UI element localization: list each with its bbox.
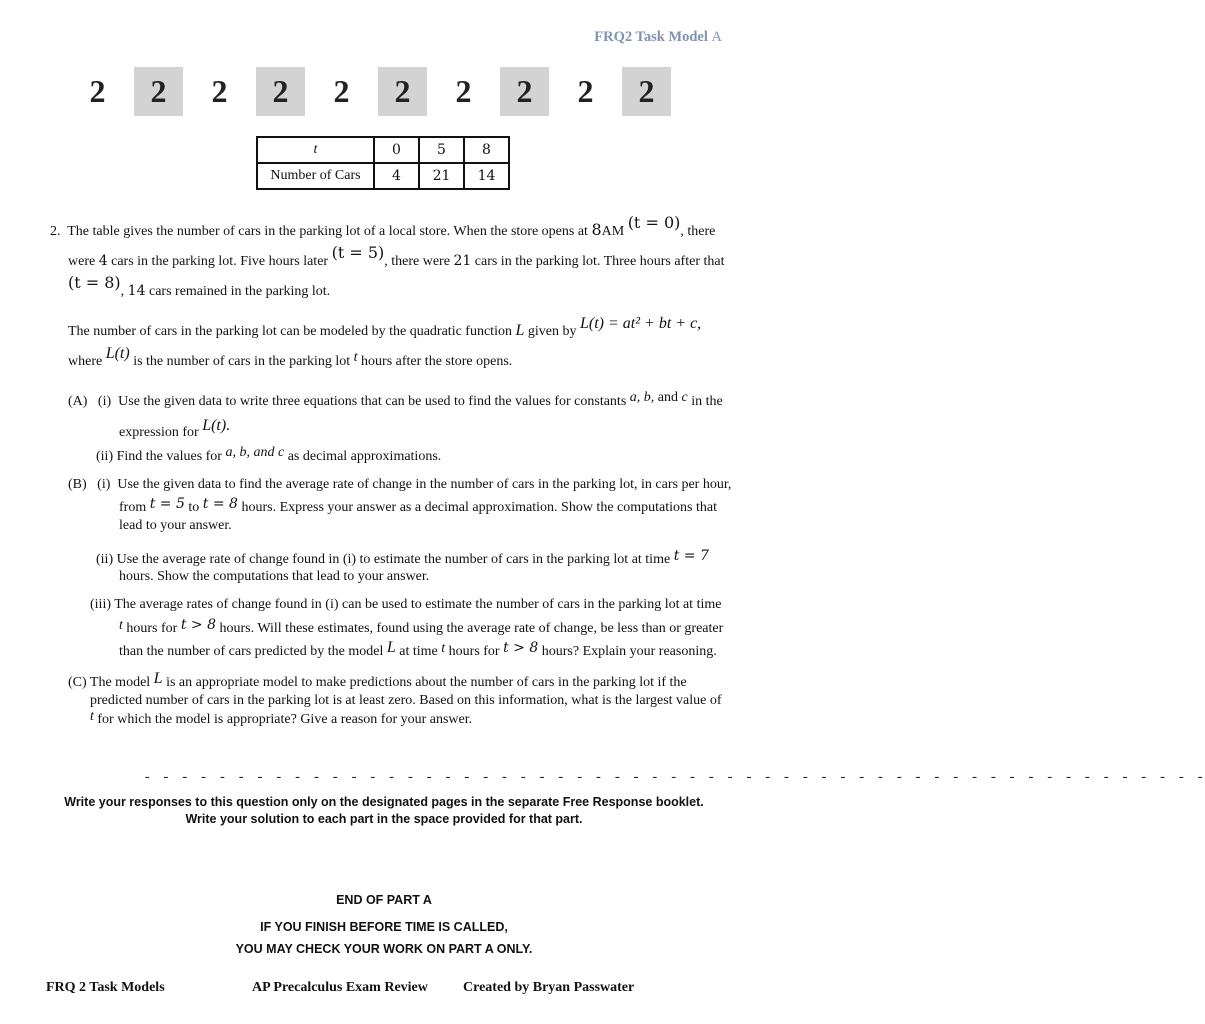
banner-digit: 2 bbox=[622, 67, 671, 116]
table-cell: 21 bbox=[419, 163, 464, 189]
table-header-cell: t bbox=[257, 137, 374, 163]
text-run: , there bbox=[680, 224, 716, 239]
end-note-line-2: YOU MAY CHECK YOUR WORK ON PART A ONLY. bbox=[235, 942, 533, 956]
header-title: FRQ2 Task Model bbox=[594, 29, 708, 45]
question-line bbox=[68, 273, 331, 302]
math-expression: L(t) bbox=[105, 345, 130, 362]
math-symbol: t bbox=[441, 641, 446, 656]
math-symbol: t bbox=[90, 709, 94, 724]
text-run: were bbox=[68, 254, 99, 269]
text-run: in the bbox=[687, 394, 723, 409]
function-definition: L(t) = at² + bt + c, bbox=[579, 315, 702, 332]
footer-center: AP Precalculus Exam Review bbox=[252, 980, 428, 995]
part-b-ii-cont: hours. Show the computations that lead to your answer. bbox=[119, 569, 430, 584]
math-value: 14 bbox=[127, 283, 146, 299]
table-cell: 5 bbox=[419, 137, 464, 163]
text-run: as decimal approximations. bbox=[284, 449, 442, 464]
part-a-i bbox=[68, 392, 723, 412]
question-line bbox=[68, 243, 725, 272]
question-number-banner bbox=[67, 67, 677, 116]
text-run: (ii) Find the values for bbox=[96, 449, 226, 464]
text-run: to bbox=[184, 500, 203, 515]
text-run: hours? Explain your reasoning. bbox=[538, 644, 717, 659]
end-note-line-1: IF YOU FINISH BEFORE TIME IS CALLED, bbox=[260, 920, 508, 934]
question-line bbox=[68, 345, 513, 372]
header-letter: A bbox=[711, 29, 722, 45]
math-symbol: t bbox=[353, 350, 358, 365]
banner-digit: 2 bbox=[211, 73, 228, 109]
text-run: hours. Express your answer as a decimal approximation. Show the computations that bbox=[237, 500, 717, 515]
text-run: hours after the store opens. bbox=[357, 354, 513, 369]
banner-digit: 2 bbox=[500, 67, 549, 116]
math-expression: t = 7 bbox=[673, 548, 709, 564]
table-cell: 4 bbox=[374, 163, 419, 189]
text-run: is an appropriate model to make predictions about the number of cars in the parking lot if the bbox=[162, 675, 687, 690]
question-line bbox=[68, 315, 702, 342]
text-run: given by bbox=[524, 324, 580, 339]
math-value: 4 bbox=[98, 253, 108, 269]
part-b-i-cont bbox=[119, 497, 717, 518]
text-run: hours for bbox=[445, 644, 504, 659]
part-c-cont bbox=[90, 710, 472, 730]
text-run: , there were bbox=[384, 254, 454, 269]
text-run: (ii) Use the average rate of change found in (i) to estimate the number of cars in the parking lot at time bbox=[96, 552, 674, 567]
part-b-i-cont: lead to your answer. bbox=[119, 518, 232, 533]
text-run: for which the model is appropriate? Give a reason for your answer. bbox=[93, 712, 473, 727]
math-symbol: L bbox=[386, 639, 396, 656]
table-header-cell: Number of Cars bbox=[257, 163, 374, 189]
part-a-ii bbox=[96, 447, 441, 467]
question-line bbox=[50, 213, 716, 242]
math-symbol: L bbox=[515, 322, 525, 339]
math-expression: t = 8 bbox=[202, 496, 238, 512]
text-run: is the number of cars in the parking lot bbox=[129, 354, 354, 369]
question-number: 2. bbox=[50, 224, 61, 239]
banner-digit: 2 bbox=[333, 73, 350, 109]
text-run: from bbox=[119, 500, 150, 515]
text-run: The table gives the number of cars in the parking lot of a local store. When the store opens at bbox=[67, 224, 592, 239]
data-table bbox=[256, 136, 510, 190]
math-symbol: a, b, bbox=[629, 390, 655, 405]
text-run: where bbox=[68, 354, 106, 369]
math-value: 8 bbox=[591, 220, 602, 239]
text-run: hours for bbox=[122, 621, 181, 636]
part-b-i bbox=[68, 475, 731, 495]
banner-digit: 2 bbox=[378, 67, 427, 116]
text-run: The number of cars in the parking lot can be modeled by the quadratic function bbox=[68, 324, 516, 339]
text-run: than the number of cars predicted by the model bbox=[119, 644, 387, 659]
text-run: , bbox=[120, 284, 128, 299]
text-run: at time bbox=[395, 644, 442, 659]
math-expression: t = 5 bbox=[149, 496, 185, 512]
table-row bbox=[257, 163, 509, 189]
footer-left: FRQ 2 Task Models bbox=[46, 980, 165, 995]
instructions-line-2: Write your solution to each part in the space provided for that part. bbox=[185, 812, 583, 826]
text-run: cars in the parking lot. Five hours later bbox=[107, 254, 332, 269]
text-run: cars in the parking lot. Three hours after that bbox=[471, 254, 725, 269]
banner-digit: 2 bbox=[134, 67, 183, 116]
text-run: AM bbox=[601, 224, 625, 239]
text-run: hours. Will these estimates, found using the average rate of change, be less than or greater bbox=[216, 621, 724, 636]
part-b-iii-cont bbox=[119, 618, 723, 639]
part-a-i-cont bbox=[119, 417, 231, 443]
math-value: 21 bbox=[453, 253, 472, 269]
end-of-part-title: END OF PART A bbox=[336, 893, 432, 907]
math-expression: t > 8 bbox=[503, 640, 539, 656]
footer-right: Created by Bryan Passwater bbox=[463, 980, 635, 995]
part-b-iii-cont bbox=[119, 641, 717, 662]
math-symbol: c bbox=[681, 390, 688, 405]
table-cell: 0 bbox=[374, 137, 419, 163]
banner-digit: 2 bbox=[256, 67, 305, 116]
part-b-iii: (iii) The average rates of change found in (i) can be used to estimate the number of cars in the parking lot at time bbox=[90, 597, 722, 612]
part-c bbox=[68, 672, 687, 693]
math-expression: (t = 5) bbox=[331, 243, 385, 262]
table-cell: 8 bbox=[464, 137, 509, 163]
math-expression: (t = 0) bbox=[627, 213, 681, 232]
banner-digit: 2 bbox=[577, 73, 594, 109]
math-expression: t > 8 bbox=[180, 617, 216, 633]
math-expression: L(t). bbox=[202, 417, 231, 434]
text-run: and bbox=[654, 390, 682, 405]
banner-digit: 2 bbox=[455, 73, 472, 109]
page-header bbox=[594, 29, 722, 46]
math-symbol: t bbox=[119, 618, 123, 633]
separator-line: - - - - - - - - - - - - - - - - - - - - - - - - - - - - - - - - - - - - - - - - - - - - - - - - - - - - - - - - - bbox=[143, 770, 1205, 786]
part-c-cont: predicted number of cars in the parking lot is at least zero. Based on this information, what is the largest value of bbox=[90, 693, 722, 708]
text-run: (B) (i) Use the given data to find the average rate of change in the number of cars in the parking lot, in cars per hour, bbox=[68, 477, 732, 492]
text-run: (C) The model bbox=[68, 675, 154, 690]
text-run: (A) (i) Use the given data to write three equations that can be used to find the values for constants bbox=[68, 394, 630, 409]
text-run: expression for bbox=[119, 425, 203, 440]
math-symbol: L bbox=[153, 670, 163, 687]
table-cell: 14 bbox=[464, 163, 509, 189]
table-row bbox=[257, 137, 509, 163]
banner-digit: 2 bbox=[89, 73, 106, 109]
math-symbol: a, b, and c bbox=[225, 445, 285, 460]
instructions-line-1: Write your responses to this question only on the designated pages in the separate Free Response booklet. bbox=[64, 795, 704, 809]
text-run: cars remained in the parking lot. bbox=[145, 284, 331, 299]
math-expression: (t = 8) bbox=[68, 273, 121, 292]
